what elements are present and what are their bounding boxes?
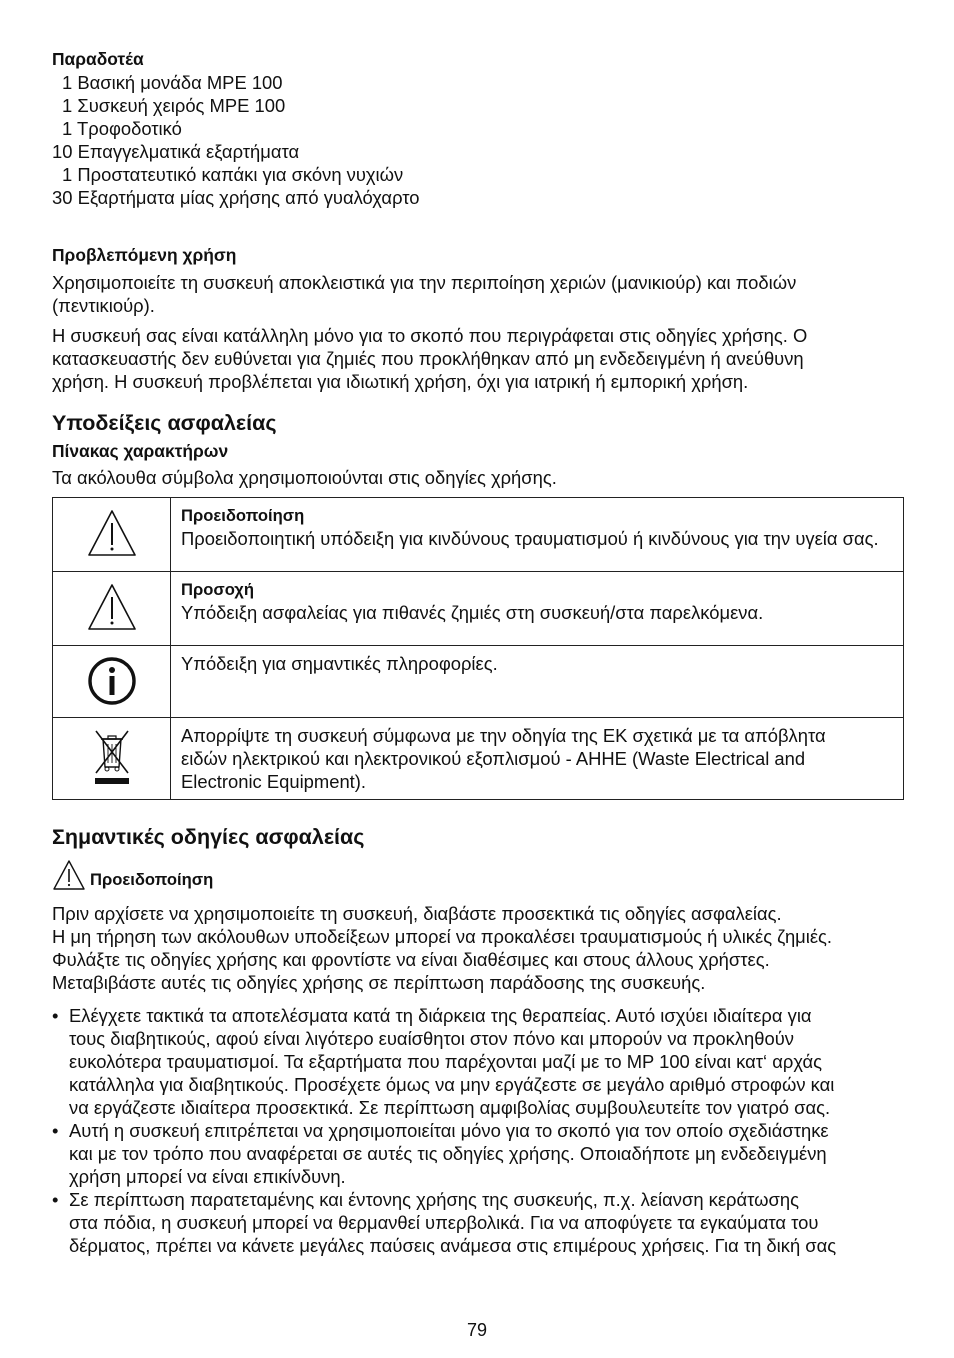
symbol-description: Προσοχή Υπόδειξη ασφαλείας για πιθανές ζημιές στη συσκευή/στα παρελκόμενα. xyxy=(171,572,904,646)
list-item: 1 Συσκευή χειρός MPE 100 xyxy=(62,95,286,116)
symbols-heading: Πίνακας χαρακτήρων xyxy=(52,441,229,461)
symbol-description: Προειδοποίηση Προειδοποιητική υπόδειξη για κινδύνους τραυματισμού ή κινδύνους για την υγεία σας. xyxy=(171,498,904,572)
safety-bullet-list xyxy=(52,1004,904,1257)
symbols-table xyxy=(52,497,904,800)
list-item: 1 Προστατευτικό καπάκι για σκόνη νυχιών xyxy=(62,164,404,185)
list-item: • Ελέγχετε τακτικά τα αποτελέσματα κατά τη διάρκεια της θεραπείας. Αυτό ισχύει ιδιαίτερα για τους διαβητικούς, αφού είναι λιγότερο ευαίσθητοι στον πόνο και μπορούν να προκληθούν ευκολότερα τραυματισμοί. Τα εξαρτήματα που παρέχονται μαζί με το MP 100 είναι κατ‘ αρχάς κατάλληλα για διαβητικούς. Προσέχετε όμως να μην εργάζεστε σε μεγάλο αριθμό στροφών και να εργάζεστε ιδιαίτερα προσεκτικά. Σε περίπτωση αμφιβολίας συμβουλευτείτε τον γιατρό σας. xyxy=(52,1005,835,1118)
table-row xyxy=(53,646,904,718)
safety-intro: Πριν αρχίσετε να χρησιμοποιείτε τη συσκευή, διαβάστε προσεκτικά τις οδηγίες ασφαλείας. Η μη τήρηση των ακόλουθων υποδείξεων μπορεί να προκαλέσει τραυματισμούς ή υλικές ζημιές. Φυλάξτε τις οδηγίες χρήσης και φροντίστε να είναι διαθέσιμες και στους άλλους χρήστες. Μεταβιβάστε αυτές τις οδηγίες χρήσης σε περίπτωση παράδοσης της συσκευής. xyxy=(52,903,833,993)
intended-use-heading: Προβλεπόμενη χρήση xyxy=(52,245,237,265)
symbol-cell xyxy=(53,718,171,800)
warning-label: Προειδοποίηση xyxy=(90,870,214,889)
intended-use-paragraph-1: Χρησιμοποιείτε τη συσκευή αποκλειστικά για την περιποίηση χεριών (μανικιούρ) και ποδιών (πεντικιούρ). xyxy=(52,272,797,316)
warning-triangle-icon xyxy=(52,859,86,891)
page-number: 79 xyxy=(466,1320,488,1340)
list-item: • Αυτή η συσκευή επιτρέπεται να χρησιμοποιείται μόνο για το σκοπό για τον οποίο σχεδιάστηκε και με τον τρόπο που αναφέρεται σε αυτές τις οδηγίες χρήσης. Οποιαδήποτε μη ενδεδειγμένη χρήση μπορεί να είναι επικίνδυνη. xyxy=(52,1120,829,1187)
warning-label-row xyxy=(52,859,904,891)
info-icon xyxy=(87,656,137,706)
table-row xyxy=(53,498,904,572)
manual-page xyxy=(52,48,904,1257)
list-item: 30 Εξαρτήματα μίας χρήσης από γυαλόχαρτο xyxy=(52,187,420,208)
bullet: • xyxy=(52,1189,59,1210)
list-item: 1 Βασική μονάδα MPE 100 xyxy=(62,72,283,93)
weee-crossed-bin-icon xyxy=(90,727,134,787)
symbol-description: Υπόδειξη για σημαντικές πληροφορίες. xyxy=(171,646,904,718)
deliverables-list xyxy=(52,71,904,209)
safety-heading: Υποδείξεις ασφαλείας xyxy=(52,411,277,435)
warning-triangle-icon xyxy=(86,508,138,558)
symbol-cell xyxy=(53,646,171,718)
symbol-cell xyxy=(53,498,171,572)
bullet: • xyxy=(52,1120,59,1141)
symbol-description: Απορρίψτε τη συσκευή σύμφωνα με την οδηγία της ΕΚ σχετικά με τα απόβλητα ειδών ηλεκτρικού και ηλεκτρονικού εξοπλισμού - ΑΗΗΕ (Waste Electrical and Electronic Equipment). xyxy=(171,718,904,800)
symbols-intro: Τα ακόλουθα σύμβολα χρησιμοποιούνται στις οδηγίες χρήσης. xyxy=(52,467,557,488)
list-item: 1 Τροφοδοτικό xyxy=(62,118,182,139)
caution-triangle-icon xyxy=(86,582,138,632)
important-safety-heading: Σημαντικές οδηγίες ασφαλείας xyxy=(52,825,365,849)
list-item: • Σε περίπτωση παρατεταμένης και έντονης χρήσης της συσκευής, π.χ. λείανση κεράτωσης στα πόδια, η συσκευή μπορεί να θερμανθεί υπερβολικά. Για να αποφύγετε τα εγκαύματα του δέρματος, πρέπει να κάνετε μεγάλες παύσεις ανάμεσα στις επιμέρους χρήσεις. Για τη δική σας xyxy=(52,1189,837,1256)
symbol-cell xyxy=(53,572,171,646)
list-item: 10 Επαγγελματικά εξαρτήματα xyxy=(52,141,300,162)
deliverables-heading: Παραδοτέα xyxy=(52,49,144,69)
bullet: • xyxy=(52,1005,59,1026)
table-row xyxy=(53,718,904,800)
intended-use-paragraph-2: Η συσκευή σας είναι κατάλληλη μόνο για το σκοπό που περιγράφεται στις οδηγίες χρήσης. Ο κατασκευαστής δεν ευθύνεται για ζημιές που προκλήθηκαν από μη ενδεδειγμένη ή ανεύθυνη χρήση. Η συσκευή προβλέπεται για ιδιωτική χρήση, όχι για ιατρική ή εμπορική χρήση. xyxy=(52,325,808,392)
table-row xyxy=(53,572,904,646)
